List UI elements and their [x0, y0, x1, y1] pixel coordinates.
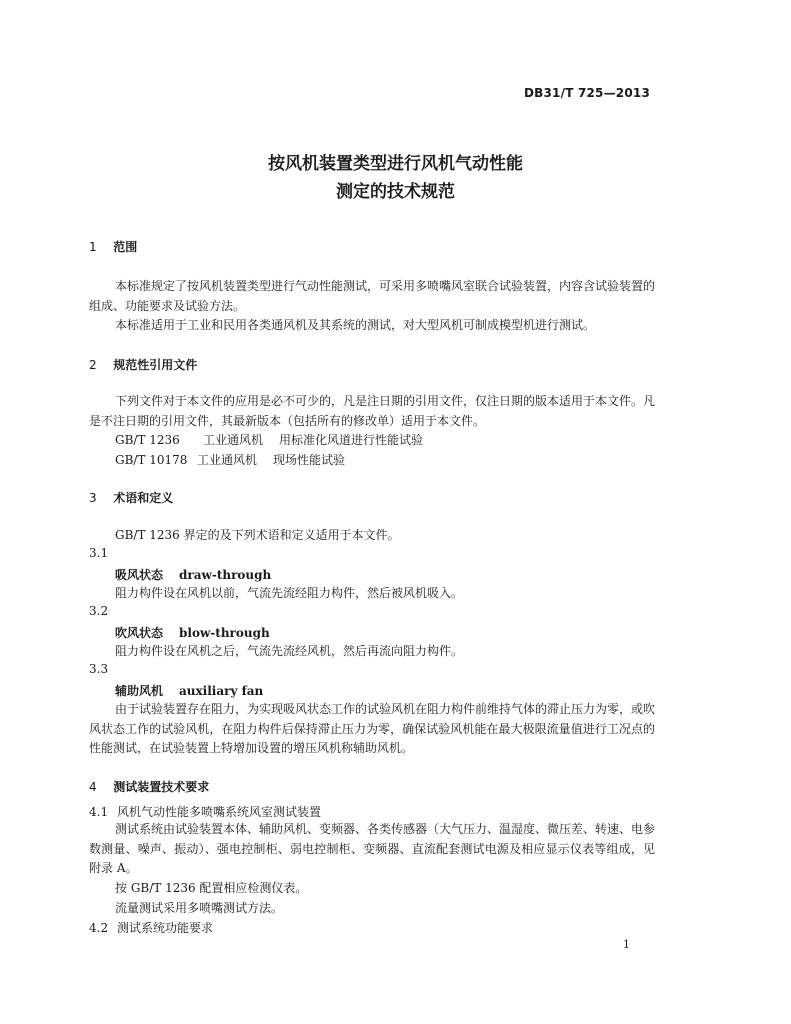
term-definition: 阻力构件设在风机以前，气流先流经阻力构件，然后被风机吸入。: [115, 586, 464, 600]
term-chinese: 辅助风机: [115, 684, 164, 698]
section-2-paragraph-1: 下列文件对于本文件的应用是必不可少的，凡是注日期的引用文件，仅注日期的版本适用于本文件。凡是不注日期的引用文件，其最新版本（包括所有的修改单）适用于本文件。: [89, 394, 656, 428]
term-entry: [115, 624, 270, 641]
term-chinese: 吸风状态: [115, 568, 164, 582]
section-1-heading: [89, 238, 137, 255]
section-title: 范围: [113, 240, 138, 254]
section-number: 4: [89, 780, 97, 794]
subsection-title: 测试系统功能要求: [117, 921, 214, 935]
section-4-paragraph-3: 流量测试采用多喷嘴测试方法。: [115, 901, 284, 915]
section-title: 测试装置技术要求: [113, 780, 210, 794]
section-title: 规范性引用文件: [113, 358, 198, 372]
term-definition: 由于试验装置存在阻力，为实现吸风状态工作的试验风机在阻力构件前维持气体的滞止压力为零，或吹风状态工作的试验风机，在阻力构件后保持滞止压力为零，确保试验风机能在最大极限流量值进行工况点的性能测试，在试验装置上特增加设置的增压风机称辅助风机。: [89, 702, 656, 755]
reference-desc: 用标准化风道进行性能试验: [279, 433, 424, 447]
section-3-heading: [89, 489, 173, 506]
section-2-heading: [89, 356, 197, 373]
document-title-line2: 测定的技术规范: [336, 182, 455, 202]
reference-name: 工业通风机: [197, 453, 258, 467]
section-number: 1: [89, 240, 97, 254]
reference-code: GB/T 1236: [115, 433, 180, 447]
section-number: 3: [89, 491, 97, 505]
reference-code: GB/T 10178: [115, 453, 188, 467]
term-number: 3.2: [89, 604, 109, 618]
section-title: 术语和定义: [113, 491, 174, 505]
subsection-4-2-heading: [89, 919, 213, 936]
reference-desc: 现场性能试验: [273, 453, 346, 467]
subsection-title: 风机气动性能多喷嘴系统风室测试装置: [117, 805, 322, 819]
subsection-4-1-heading: [89, 803, 321, 820]
normative-reference: [115, 431, 423, 448]
term-number: 3.1: [89, 546, 109, 560]
term-english: blow-through: [179, 626, 270, 640]
section-3-paragraph-1: GB/T 1236 界定的及下列术语和定义适用于本文件。: [115, 528, 400, 542]
term-english: auxiliary fan: [179, 684, 264, 698]
page-number: 1: [623, 938, 630, 951]
section-number: 2: [89, 358, 97, 372]
section-1-paragraph-1: 本标准规定了按风机装置类型进行气动性能测试，可采用多喷嘴风室联合试验装置，内容含试验装置的组成、功能要求及试验方法。: [89, 279, 656, 313]
subsection-number: 4.2: [89, 921, 109, 935]
standard-code: DB31/T 725—2013: [524, 86, 650, 100]
normative-reference: [115, 451, 345, 468]
section-4-paragraph-2: 按 GB/T 1236 配置相应检测仪表。: [115, 881, 308, 895]
section-4-heading: [89, 778, 209, 795]
term-chinese: 吹风状态: [115, 626, 164, 640]
term-definition: 阻力构件设在风机之后，气流先流经风机，然后再流向阻力构件。: [115, 644, 464, 658]
reference-name: 工业通风机: [203, 433, 264, 447]
term-english: draw-through: [179, 568, 272, 582]
section-1-paragraph-2: 本标准适用于工业和民用各类通风机及其系统的测试，对大型风机可制成模型机进行测试。: [115, 318, 596, 332]
term-entry: [115, 566, 271, 583]
term-entry: [115, 682, 263, 699]
section-4-paragraph-1: 测试系统由试验装置本体、辅助风机、变频器、各类传感器（大气压力、温湿度、微压差、转速、电参数测量、噪声、振动）、强电控制柜、弱电控制柜、变频器、直流配套测试电源及相应显示仪表等组成，见附录 A。: [89, 822, 656, 875]
subsection-number: 4.1: [89, 805, 109, 819]
term-number: 3.3: [89, 662, 109, 676]
document-title-line1: 按风机装置类型进行风机气动性能: [268, 154, 523, 174]
